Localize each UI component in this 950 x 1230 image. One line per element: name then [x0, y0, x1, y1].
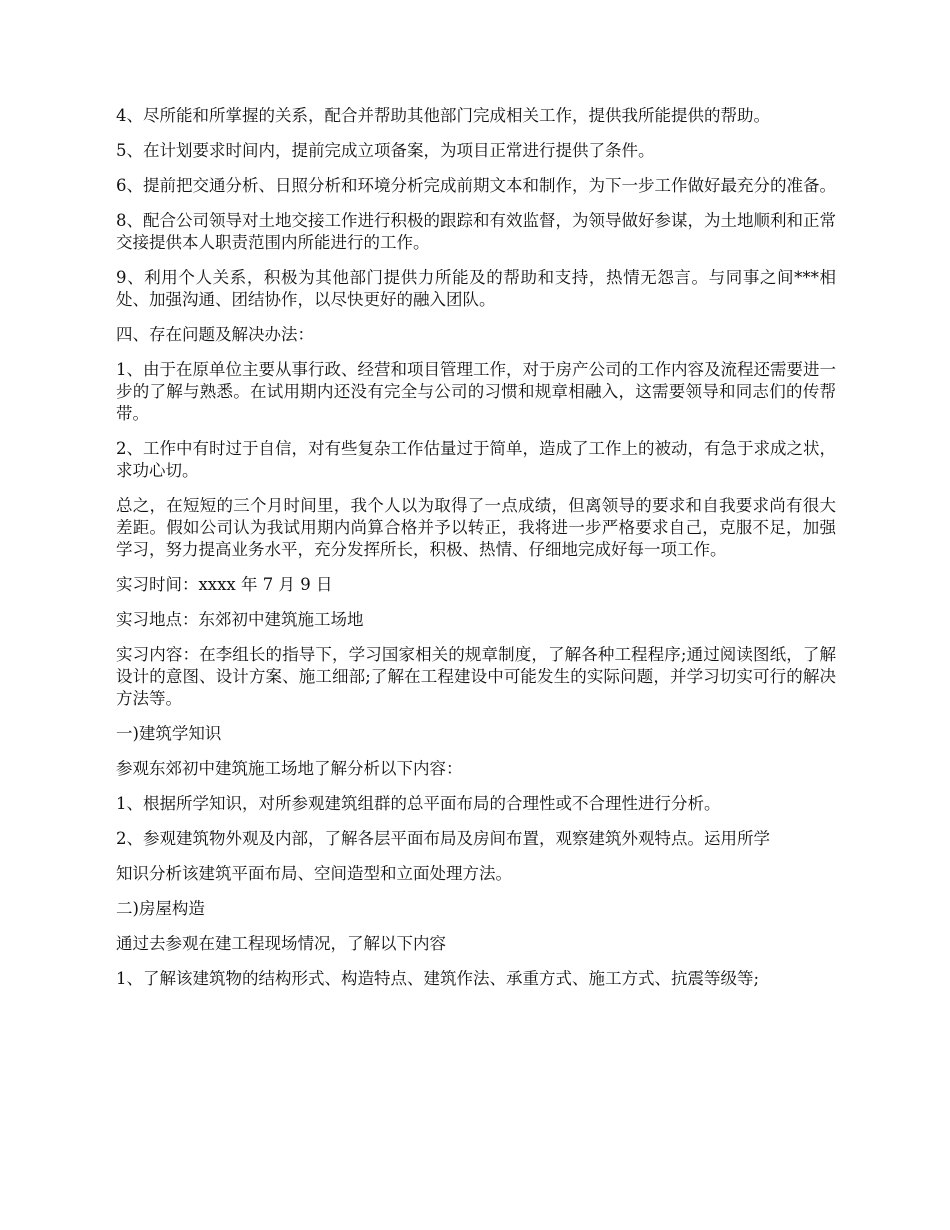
- architecture-intro: 参观东郊初中建筑施工场地了解分析以下内容：: [116, 759, 463, 778]
- section-heading-architecture: 一)建筑学知识: [116, 724, 222, 743]
- architecture-item-2: 2、参观建筑物外观及内部，了解各层平面布局及房间布置，观察建筑外观特点。运用所学: [116, 829, 770, 848]
- architecture-item-2-continued: 知识分析该建筑平面布局、空间造型和立面处理方法。: [116, 864, 512, 883]
- section-heading-construction: 二)房屋构造: [116, 899, 205, 918]
- paragraph-item-4: 4、尽所能和所掌握的关系，配合并帮助其他部门完成相关工作，提供我所能提供的帮助。: [116, 106, 770, 125]
- problem-item-1: 1、由于在原单位主要从事行政、经营和项目管理工作，对于房产公司的工作内容及流程还需要进一步的了解与熟悉。在试用期内还没有完全与公司的习惯和规章相融入，这需要领导和同志们的传帮带。: [116, 360, 836, 423]
- summary-paragraph: 总之，在短短的三个月时间里，我个人以为取得了一点成绩，但离领导的要求和自我要求尚有很大差距。假如公司认为我试用期内尚算合格并予以转正，我将进一步严格要求自己，克服不足，加强学习，努力提高业务水平，充分发挥所长，积极、热情、仔细地完成好每一项工作。: [116, 496, 836, 559]
- paragraph-item-5: 5、在计划要求时间内，提前完成立项备案，为项目正常进行提供了条件。: [116, 141, 655, 160]
- paragraph-item-9: 9、利用个人关系，积极为其他部门提供力所能及的帮助和支持，热情无怨言。与同事之间***相处、加强沟通、团结协作，以尽快更好的融入团队。: [116, 268, 836, 309]
- internship-content: 实习内容：在李组长的指导下，学习国家相关的规章制度，了解各种工程程序;通过阅读图纸，了解设计的意图、设计方案、施工细部;了解在工程建设中可能发生的实际问题，并学习切实可行的解决方法等。: [116, 645, 836, 708]
- paragraph-item-6: 6、提前把交通分析、日照分析和环境分析完成前期文本和制作，为下一步工作做好最充分的准备。: [116, 176, 836, 195]
- section-heading-problems: 四、存在问题及解决办法：: [116, 325, 314, 344]
- paragraph-item-8: 8、配合公司领导对土地交接工作进行积极的跟踪和有效监督，为领导做好参谋，为土地顺利和正常交接提供本人职责范围内所能进行的工作。: [116, 211, 836, 252]
- architecture-item-1: 1、根据所学知识，对所参观建筑组群的总平面布局的合理性或不合理性进行分析。: [116, 794, 721, 813]
- document-page: [116, 105, 836, 1003]
- internship-time: 实习时间：xxxx 年 7 月 9 日: [116, 575, 333, 594]
- construction-item-1: 1、了解该建筑物的结构形式、构造特点、建筑作法、承重方式、施工方式、抗震等级等;: [116, 969, 760, 988]
- problem-item-2: 2、工作中有时过于自信，对有些复杂工作估量过于简单，造成了工作上的被动，有急于求成之状，求功心切。: [116, 439, 836, 480]
- internship-location: 实习地点：东郊初中建筑施工场地: [116, 610, 364, 629]
- construction-intro: 通过去参观在建工程现场情况，了解以下内容: [116, 934, 446, 953]
